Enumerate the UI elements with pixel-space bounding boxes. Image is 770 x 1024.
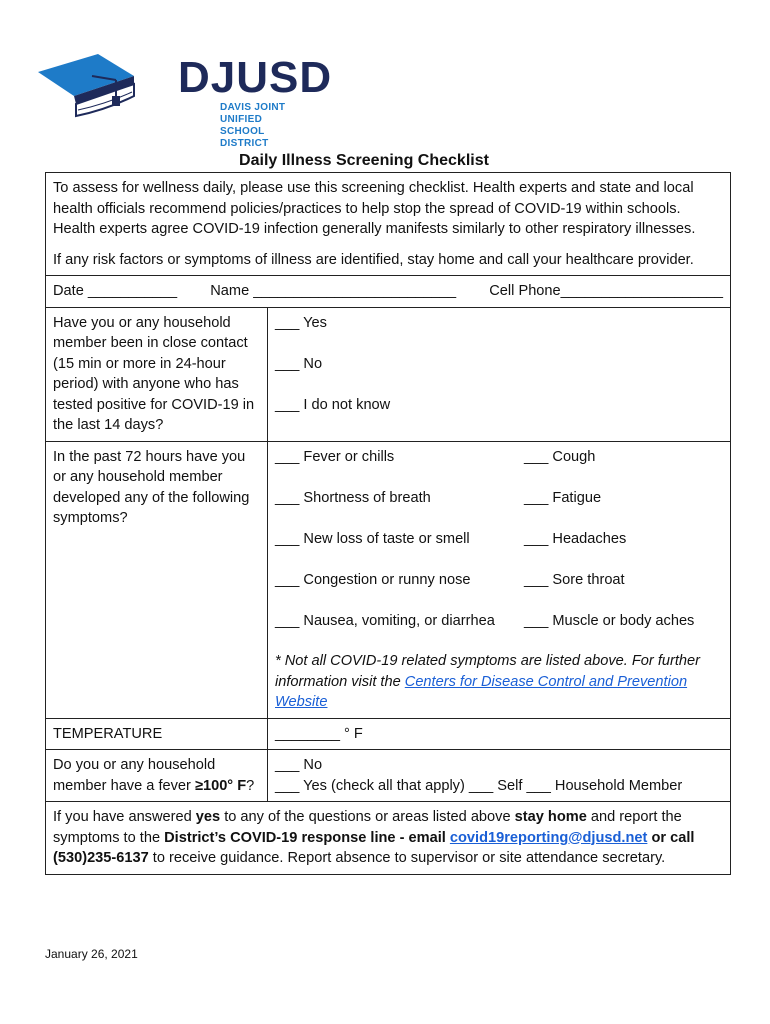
temperature-label: TEMPERATURE bbox=[46, 718, 268, 750]
fever-question: Do you or any household member have a fever ≥100° F? bbox=[46, 750, 268, 802]
djusd-logo bbox=[36, 50, 333, 149]
screening-form bbox=[45, 172, 731, 875]
name-field[interactable]: Name _________________________ bbox=[210, 283, 457, 299]
cell-phone-field[interactable]: Cell Phone____________________ bbox=[489, 283, 723, 299]
symptom-loss-of-taste[interactable]: ___ New loss of taste or smell bbox=[275, 530, 470, 547]
cdc-website-link[interactable]: Centers for Disease Control and Prevention Website bbox=[275, 673, 688, 710]
symptom-fatigue[interactable]: ___ Fatigue bbox=[524, 489, 602, 506]
intro-instruction: If any risk factors or symptoms of illness are identified, stay home and call your healthcare provider. bbox=[53, 251, 694, 268]
symptom-body-aches[interactable]: ___ Muscle or body aches bbox=[524, 612, 695, 629]
symptom-nausea[interactable]: ___ Nausea, vomiting, or diarrhea bbox=[275, 612, 495, 629]
contact-option-unknown[interactable]: ___ I do not know bbox=[275, 396, 391, 413]
symptoms-question: In the past 72 hours have you or any household member developed any of the following symptoms? bbox=[46, 441, 268, 718]
page-title: Daily Illness Screening Checklist bbox=[239, 152, 489, 169]
logo-wordmark: DJUSD bbox=[178, 53, 333, 102]
symptom-list bbox=[275, 447, 723, 632]
contact-question: Have you or any household member been in close contact (15 min or more in 24-hour period) with anyone who has tested positive for COVID-19 in the last 14 days? bbox=[46, 307, 268, 441]
symptom-headaches[interactable]: ___ Headaches bbox=[524, 530, 627, 547]
reporting-email-link[interactable]: covid19reporting@djusd.net bbox=[449, 829, 648, 846]
symptom-cough[interactable]: ___ Cough bbox=[524, 448, 596, 465]
symptom-congestion[interactable]: ___ Congestion or runny nose bbox=[275, 571, 471, 588]
intro-paragraph: To assess for wellness daily, please use this screening checklist. Health experts and state and local health officials recommend policies/practices to help stop the spread of COVID-19 within schools. Health experts agree COVID-19 infection generally manifests similarly to other respiratory illnesses. bbox=[53, 180, 696, 237]
fever-option-yes[interactable]: ___ Yes (check all that apply) ___ Self ___ Household Member bbox=[275, 777, 683, 794]
fever-option-no[interactable]: ___ No bbox=[275, 757, 323, 773]
graduation-cap-icon bbox=[36, 50, 176, 120]
intro-cell bbox=[46, 173, 731, 276]
symptoms-answers bbox=[268, 441, 731, 718]
contact-option-no[interactable]: ___ No bbox=[275, 355, 323, 372]
info-fields-row bbox=[46, 276, 731, 308]
contact-answers bbox=[268, 307, 731, 441]
symptoms-note: * Not all COVID-19 related symptoms are listed above. For further information visit the Centers for Disease Control and Prevention Website bbox=[275, 653, 701, 710]
date-field[interactable]: Date ___________ bbox=[53, 283, 178, 299]
fever-answers bbox=[268, 750, 731, 802]
symptom-shortness-of-breath[interactable]: ___ Shortness of breath bbox=[275, 489, 431, 506]
contact-option-yes[interactable]: ___ Yes bbox=[275, 314, 327, 331]
logo-subtitle: DAVIS JOINT UNIFIED SCHOOL DISTRICT bbox=[220, 102, 286, 149]
symptom-fever[interactable]: ___ Fever or chills bbox=[275, 448, 395, 465]
symptom-sore-throat[interactable]: ___ Sore throat bbox=[524, 571, 625, 588]
closing-instructions: If you have answered yes to any of the questions or areas listed above stay home and report the symptoms to the District’s COVID-19 response line - email covid19reporting@djusd.net or call (530)235-6137 to receive guidance. Report absence to supervisor or site attendance secretary. bbox=[46, 802, 731, 875]
document-date: January 26, 2021 bbox=[45, 947, 138, 961]
temperature-field[interactable]: ________ ° F bbox=[268, 718, 731, 750]
